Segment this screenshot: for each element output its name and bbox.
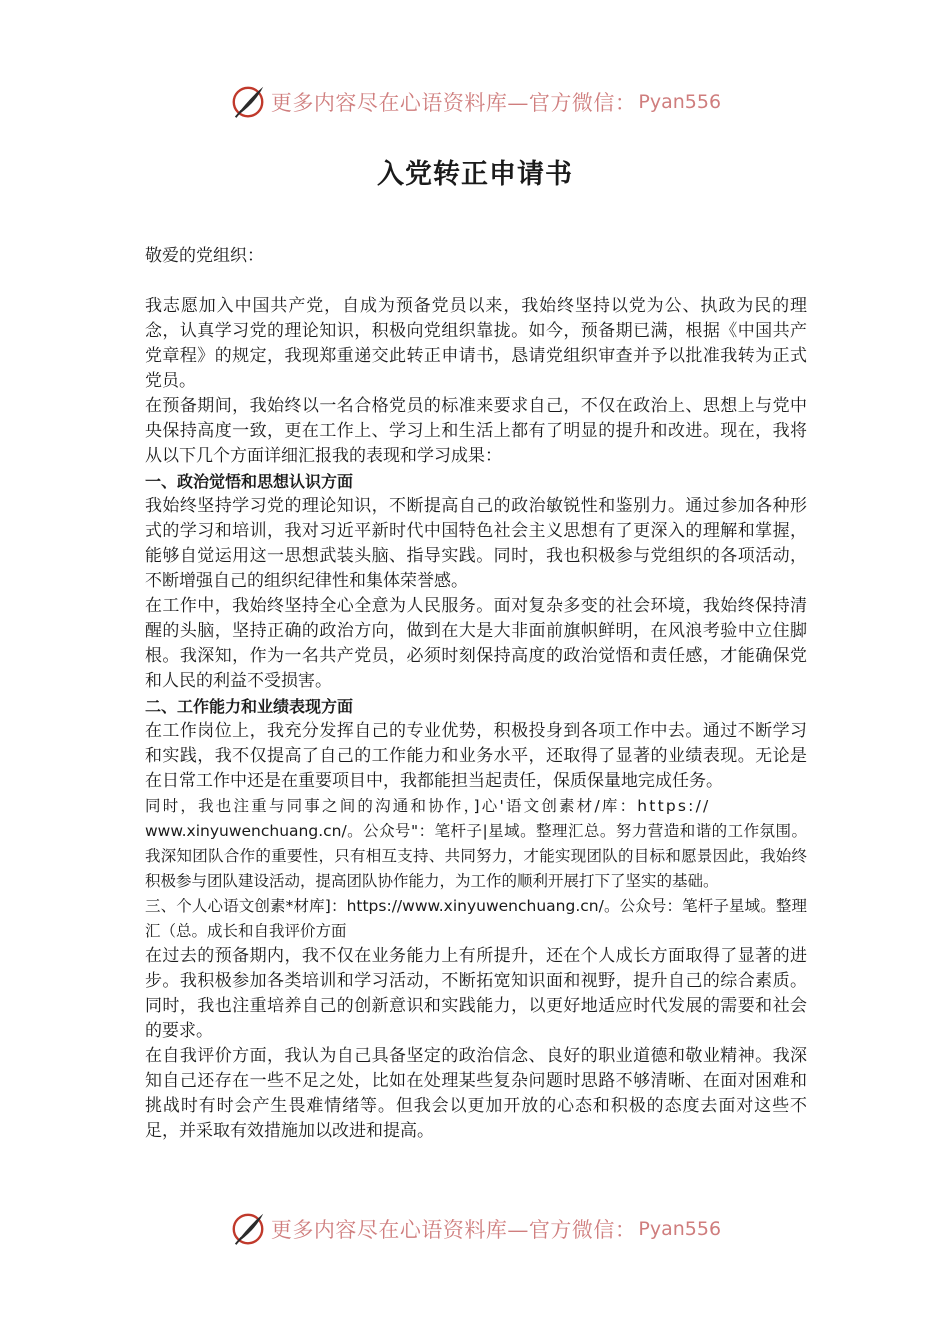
section3-paragraph-1: 在过去的预备期内，我不仅在业务能力上有所提升，还在个人成长方面取得了显著的进步。我积极参加各类培训和学习活动，不断拓宽知识面和视野，提升自己的综合素质。同时，我也注重培养自己的创新意识和实践能力，以更好地适应时代发展的需要和社会的要求。 <box>145 946 807 1041</box>
quill-logo-icon <box>229 1210 267 1248</box>
page-title: 入党转正申请书 <box>377 159 573 190</box>
section-heading-1: 一、政治觉悟和思想认识方面 <box>145 472 354 491</box>
intro-paragraph-1: 我志愿加入中国共产党，自成为预备党员以来，我始终坚持以党为公、执政为民的理念，认真学习党的理论知识，积极向党组织靠拢。如今，预备期已满，根据《中国共产党章程》的规定，我现郑重递交此转正申请书，恳请党组织审查并予以批准我转为正式党员。 <box>145 296 807 391</box>
watermark-banner-bottom <box>0 1207 950 1251</box>
section2-paragraph: 在工作岗位上，我充分发挥自己的专业优势，积极投身到各项工作中去。通过不断学习和实践，我不仅提高了自己的工作能力和业务水平，还取得了显著的业绩表现。无论是在日常工作中还是在重要项目中，我都能担当起责任，保质保量地完成任务。 <box>145 721 807 791</box>
watermark-banner-top <box>0 80 950 124</box>
section-heading-3: 三、个人心语文创素*材库]：https://www.xinyuwenchuang.cn/。公众号：笔杆子星域。整理汇（总。成长和自我评价方面 <box>145 897 807 940</box>
section3-paragraph-2: 在自我评价方面，我认为自己具备坚定的政治信念、良好的职业道德和敬业精神。我深知自己还存在一些不足之处，比如在处理某些复杂问题时思路不够清晰、在面对困难和挑战时有时会产生畏难情绪等。但我会以更加开放的心态和积极的态度去面对这些不足，并采取有效措施加以改进和提高。 <box>145 1046 807 1141</box>
quill-logo-icon <box>229 83 267 121</box>
section2-first-line: 同时，我也注重与同事之间的沟通和协作，]心'语文创素材/库：https:// <box>145 797 711 815</box>
section2-rest: www.xinyuwenchuang.cn/。公众号"：笔杆子|星域。整理汇总。努力营造和谐的工作氛围。我深知团队合作的重要性，只有相互支持、共同努力，才能实现团队的目标和愿景因此，我始终积极参与团队建设活动，提高团队协作能力，为工作的顺利开展打下了坚实的基础。 <box>145 822 807 890</box>
salutation: 敬爱的党组织： <box>145 246 264 266</box>
watermark-wechat-id: Pyan556 <box>638 1218 722 1240</box>
section1-paragraph-1: 我始终坚持学习党的理论知识，不断提高自己的政治敏锐性和鉴别力。通过参加各种形式的学习和培训，我对习近平新时代中国特色社会主义思想有了更深入的理解和掌握，能够自觉运用这一思想武装头脑、指导实践。同时，我也积极参与党组织的各项活动，不断增强自己的组织纪律性和集体荣誉感。 <box>145 496 807 591</box>
watermark-wechat-id: Pyan556 <box>638 91 722 113</box>
watermark-text: 更多内容尽在心语资料库—官方微信： <box>270 91 637 115</box>
section1-paragraph-2: 在工作中，我始终坚持全心全意为人民服务。面对复杂多变的社会环境，我始终保持清醒的头脑，坚持正确的政治方向，做到在大是大非面前旗帜鲜明，在风浪考验中立住脚根。我深知，作为一名共产党员，必须时刻保持高度的政治觉悟和责任感，才能确保党和人民的利益不受损害。 <box>145 596 807 691</box>
watermark-text: 更多内容尽在心语资料库—官方微信： <box>270 1218 637 1242</box>
section-heading-2: 二、工作能力和业绩表现方面 <box>145 697 354 716</box>
document-body <box>145 244 807 1144</box>
intro-paragraph-2: 在预备期间，我始终以一名合格党员的标准来要求自己，不仅在政治上、思想上与党中央保持高度一致，更在工作上、学习上和生活上都有了明显的提升和改进。现在，我将从以下几个方面详细汇报我的表现和学习成果： <box>145 396 807 466</box>
